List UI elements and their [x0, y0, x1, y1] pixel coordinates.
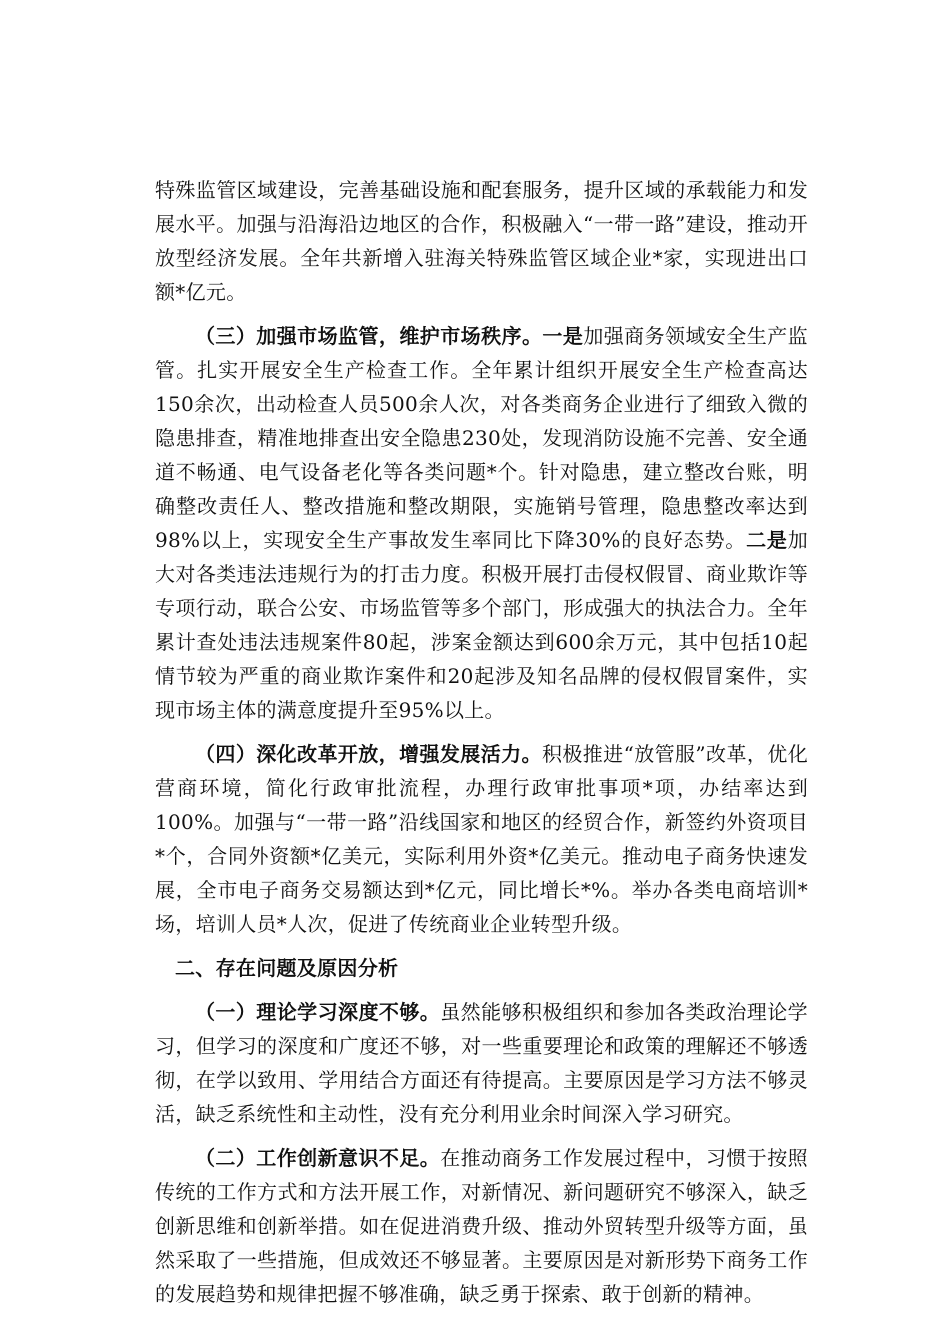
section-heading-inline: （四）深化改革开放，增强发展活力。: [195, 742, 542, 766]
section-heading-inline: （一）理论学习深度不够。: [195, 1000, 441, 1024]
paragraph-innovation: [155, 1141, 808, 1311]
paragraph-reform-opening: [155, 737, 808, 941]
paragraph-text: 加大对各类违法违规行为的打击力度。积极开展打击侵权假冒、商业欺诈等专项行动，联合公安、市场监管等多个部门，形成强大的执法合力。全年累计查处违法违规案件80起，涉案金额达到600余万元，其中包括10起情节较为严重的商业欺诈案件和20起涉及知名品牌的侵权假冒案件，实现市场主体的满意度提升至95%以上。: [155, 528, 809, 722]
paragraph-text: 加强商务领域安全生产监管。扎实开展安全生产检查工作。全年累计组织开展安全生产检查高达150余次，出动检查人员500余人次，对各类商务企业进行了细致入微的隐患排查，精准地排查出安全隐患230处，发现消防设施不完善、安全通道不畅通、电气设备老化等各类问题*个。针对隐患，建立整改台账，明确整改责任人、整改措施和整改期限，实施销号管理，隐患整改率达到98%以上，实现安全生产事故发生率同比下降30%的良好态势。: [155, 324, 808, 552]
point-marker: 二是: [746, 528, 788, 552]
paragraph-text: 积极推进“放管服”改革，优化营商环境，简化行政审批流程，办理行政审批事项*项，办结率达到100%。加强与“一带一路”沿线国家和地区的经贸合作，新签约外资项目*个，合同外资额*亿美元，实际利用外资*亿美元。推动电子商务快速发展，全市电子商务交易额达到*亿元，同比增长*%。举办各类电商培训*场，培训人员*人次，促进了传统商业企业转型升级。: [155, 742, 808, 936]
paragraph-text: 在推动商务工作发展过程中，习惯于按照传统的工作方式和方法开展工作，对新情况、新问题研究不够深入，缺乏创新思维和创新举措。如在促进消费升级、推动外贸转型升级等方面，虽然采取了一些措施，但成效还不够显著。主要原因是对新形势下商务工作的发展趋势和规律把握不够准确，缺乏勇于探索、敢于创新的精神。: [155, 1146, 808, 1306]
paragraph-continuation: [155, 173, 808, 309]
paragraph-market-supervision: [155, 319, 808, 727]
section-heading-text: 二、存在问题及原因分析: [175, 956, 399, 980]
section-heading-inline: （三）加强市场监管，维护市场秩序。一是: [195, 324, 584, 348]
section-heading: [155, 951, 808, 985]
section-heading-inline: （二）工作创新意识不足。: [195, 1146, 441, 1170]
document-page: [155, 173, 808, 1321]
paragraph-theory-study: [155, 995, 808, 1131]
paragraph-text: 虽然能够积极组织和参加各类政治理论学习，但学习的深度和广度还不够，对一些重要理论和政策的理解还不够透彻，在学以致用、学用结合方面还有待提高。主要原因是学习方法不够灵活，缺乏系统性和主动性，没有充分利用业余时间深入学习研究。: [155, 1000, 808, 1126]
paragraph-text: 特殊监管区域建设，完善基础设施和配套服务，提升区域的承载能力和发展水平。加强与沿海沿边地区的合作，积极融入“一带一路”建设，推动开放型经济发展。全年共新增入驻海关特殊监管区域企业*家，实现进出口额*亿元。: [155, 178, 808, 304]
